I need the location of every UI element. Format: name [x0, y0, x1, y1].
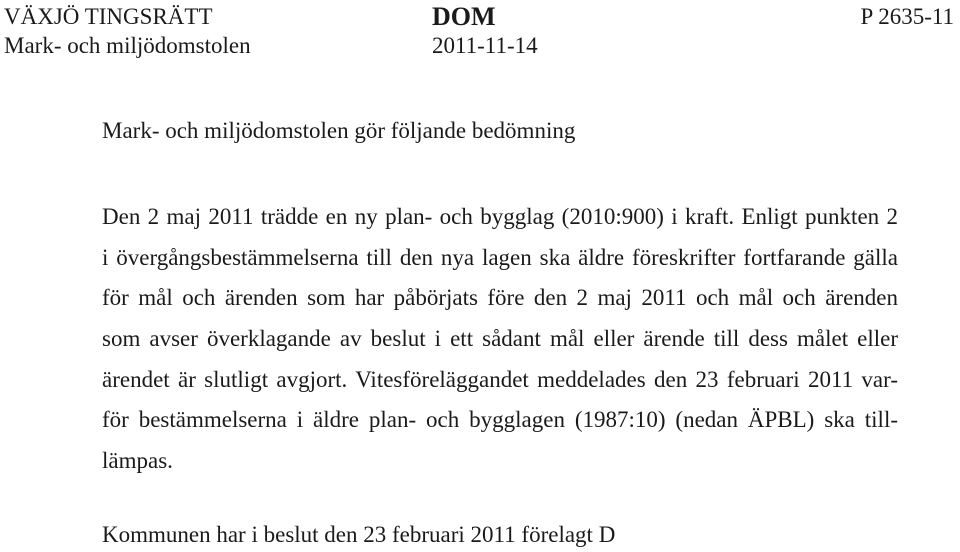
section-heading: Mark- och miljödomstolen gör följande bedömning — [102, 118, 576, 143]
body-paragraph — [102, 197, 898, 482]
court-name: VÄXJÖ TINGSRÄTT — [4, 4, 213, 29]
header-left — [4, 2, 251, 60]
paragraph-line: som avser överklagande av beslut i ett sådant mål eller ärende till dess målet eller — [102, 326, 898, 352]
paragraph-line: i övergångsbestämmelserna till den nya lagen ska äldre föreskrifter fortfarande gälla — [102, 244, 898, 270]
document-type: DOM — [432, 2, 496, 31]
paragraph-line: Den 2 maj 2011 trädde en ny plan- och bygglag (2010:900) i kraft. Enligt punkten 2 — [102, 204, 898, 229]
court-division: Mark- och miljödomstolen — [4, 33, 251, 58]
case-number: P 2635-11 — [860, 4, 954, 29]
paragraph-line: för bestämmelserna i äldre plan- och bygglagen (1987:10) (nedan ÄPBL) ska till- — [102, 407, 898, 433]
paragraph-line: ärendet är slutligt avgjort. Vitesföreläggandet meddelades den 23 februari 2011 var- — [102, 366, 898, 392]
paragraph-line: för mål och ärenden som har påbörjats före den 2 maj 2011 och mål och ärenden — [102, 285, 898, 311]
header-center — [432, 2, 538, 60]
paragraph-line: lämpas. — [102, 448, 173, 474]
header-right — [861, 2, 955, 31]
document-date: 2011-11-14 — [432, 33, 538, 58]
closing-line: Kommunen har i beslut den 23 februari 2011 förelagt D — [102, 522, 616, 547]
